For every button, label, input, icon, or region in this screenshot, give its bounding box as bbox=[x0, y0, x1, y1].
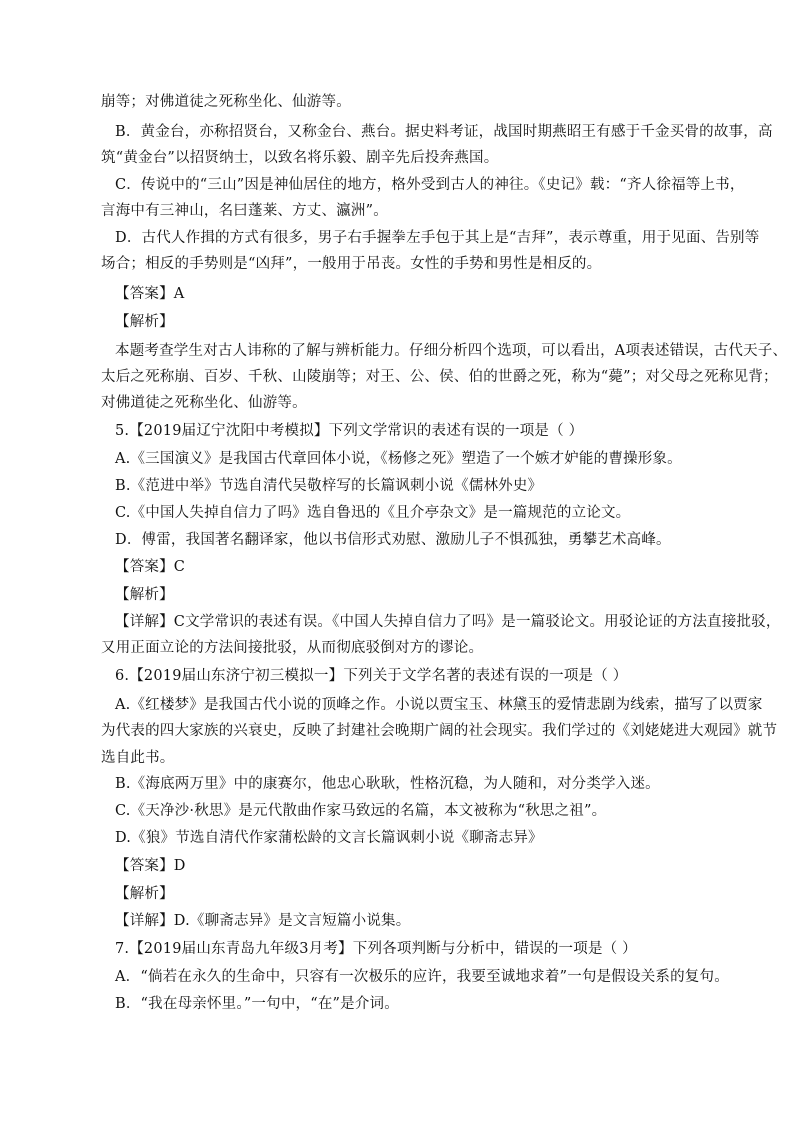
text-line: 太后之死称崩、百岁、千秋、山陵崩等；对王、公、侯、伯的世爵之死，称为“薨”；对父母之死称见背； bbox=[101, 369, 778, 385]
analysis-label: 【解析】 bbox=[115, 886, 174, 902]
text-line: 本题考查学生对古人讳称的了解与辨析能力。仔细分析四个选项，可以看出，A项表述错误，古代天子、 bbox=[115, 343, 788, 359]
text-line: 又用正面立论的方法间接批驳，从而彻底驳倒对方的谬论。 bbox=[101, 640, 484, 656]
text-line: 言海中有三神山，名曰蓬莱、方丈、瀛洲”。 bbox=[101, 203, 388, 219]
option-line: A.《三国演义》是我国古代章回体小说，《杨修之死》塑造了一个嫉才妒能的曹操形象。 bbox=[115, 451, 682, 467]
text-line: C．传说中的“三山”因是神仙居住的地方，格外受到古人的神往。《史记》载：“齐人徐福等上书， bbox=[115, 177, 745, 193]
option-line: D.《狼》节选自清代作家蒲松龄的文言长篇讽刺小说《聊斋志异》 bbox=[115, 830, 543, 846]
analysis-label: 【解析】 bbox=[115, 314, 174, 330]
answer-label: 【答案】D bbox=[115, 858, 186, 874]
option-line: A．“倘若在永久的生命中，只容有一次极乐的应许，我要至诚地求着”一句是假设关系的复句。 bbox=[115, 969, 729, 985]
question-title: 7.【2019届山东青岛九年级3月考】下列各项判断与分析中，错误的一项是（ ） bbox=[115, 941, 637, 957]
option-line: B．“我在母亲怀里。”一句中，“在”是介词。 bbox=[115, 996, 399, 1012]
option-line: C.《中国人失掉自信力了吗》选自鲁迅的《且介亭杂文》是一篇规范的立论文。 bbox=[115, 505, 631, 521]
option-line: D．傅雷，我国著名翻译家，他以书信形式劝慰、激励儿子不惧孤独，勇攀艺术高峰。 bbox=[115, 532, 671, 548]
text-line: 对佛道徒之死称坐化、仙游等。 bbox=[101, 395, 307, 411]
question-title: 6.【2019届山东济宁初三模拟一】下列关于文学名著的表述有误的一项是（ ） bbox=[115, 668, 628, 684]
text-line: 【详解】C文学常识的表述有误。《中国人失掉自信力了吗》是一篇驳论文。用驳论证的方法直接批驳， bbox=[115, 614, 781, 630]
analysis-label: 【解析】 bbox=[115, 587, 174, 603]
text-line: 选自此书。 bbox=[101, 750, 175, 766]
option-line: B.《范进中举》节选自清代吴敬梓写的长篇讽刺小说《儒林外史》 bbox=[115, 478, 543, 494]
text-line: 崩等；对佛道徒之死称坐化、仙游等。 bbox=[101, 94, 351, 110]
text-line: 为代表的四大家族的兴衰史，反映了封建社会晚期广阔的社会现实。我们学过的《刘姥姥进大观园》就节 bbox=[101, 723, 778, 739]
answer-label: 【答案】C bbox=[115, 559, 186, 575]
option-line: A.《红楼梦》是我国古代小说的顶峰之作。小说以贾宝玉、林黛玉的爱情悲剧为线索，描写了以贾家 bbox=[115, 697, 763, 713]
text-line: 场合；相反的手势则是“凶拜”，一般用于吊丧。女性的手势和男性是相反的。 bbox=[101, 256, 602, 272]
question-title: 5.【2019届辽宁沈阳中考模拟】下列文学常识的表述有误的一项是（ ） bbox=[115, 423, 584, 439]
answer-label: 【答案】A bbox=[115, 286, 185, 302]
text-line: 筑“黄金台”以招贤纳士，以致名将乐毅、剧辛先后投奔燕国。 bbox=[101, 150, 499, 166]
text-line: 【详解】D.《聊斋志异》是文言短篇小说集。 bbox=[115, 913, 411, 929]
option-line: B.《海底两万里》中的康赛尔，他忠心耿耿，性格沉稳，为人随和，对分类学入迷。 bbox=[115, 776, 660, 792]
text-line: D．古代人作揖的方式有很多，男子右手握拳左手包于其上是“吉拜”，表示尊重，用于见面、告别等 bbox=[115, 230, 760, 246]
text-line: B．黄金台，亦称招贤台，又称金台、燕台。据史料考证，战国时期燕昭王有感于千金买骨的故事，高 bbox=[115, 124, 773, 140]
option-line: C.《天净沙·秋思》是元代散曲作家马致远的名篇，本文被称为“秋思之祖”。 bbox=[115, 803, 607, 819]
